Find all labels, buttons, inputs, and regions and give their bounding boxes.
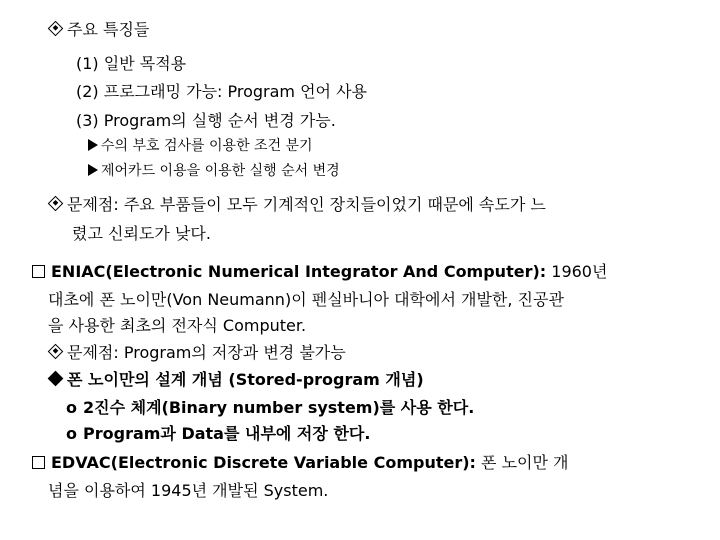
eniac-desc-line2: 대초에 폰 노이만(Von Neumann)이 펜실바니아 대학에서 개발한, 진공관	[48, 290, 564, 309]
features-item-3: (3) Program의 실행 순서 변경 가능.	[76, 111, 336, 130]
circle-bullet-icon: o	[66, 424, 77, 443]
checkbox-bullet-icon	[32, 265, 45, 278]
features-item-1: (1) 일반 목적용	[76, 54, 187, 73]
triangle-bullet-icon	[88, 139, 98, 151]
diamond-bullet-icon	[48, 196, 64, 212]
eniac-title: ENIAC(Electronic Numerical Integrator And Computer): 1960년	[32, 262, 607, 281]
circle-bullet-icon: o	[66, 398, 77, 417]
solid-diamond-bullet-icon	[48, 371, 64, 387]
diamond-bullet-icon	[48, 21, 64, 37]
edvac-title: EDVAC(Electronic Discrete Variable Computer): 폰 노이만 개	[32, 453, 568, 472]
features-problem: 문제점: 주요 부품들이 모두 기계적인 장치들이었기 때문에 속도가 느	[48, 195, 546, 214]
eniac-concept-item-2: o Program과 Data를 내부에 저장 한다.	[66, 424, 371, 443]
diamond-bullet-icon	[48, 344, 64, 360]
features-subitem-1: 수의 부호 검사를 이용한 조건 분기	[88, 138, 313, 155]
checkbox-bullet-icon	[32, 456, 45, 469]
eniac-problem: 문제점: Program의 저장과 변경 불가능	[48, 343, 346, 362]
features-subitem-2: 제어카드 이용을 이용한 실행 순서 변경	[88, 163, 340, 180]
eniac-concept: 폰 노이만의 설계 개념 (Stored-program 개념)	[48, 370, 424, 389]
eniac-concept-item-1: o 2진수 체계(Binary number system)를 사용 한다.	[66, 398, 475, 417]
features-heading: 주요 특징들	[48, 20, 149, 39]
eniac-desc-line3: 을 사용한 최초의 전자식 Computer.	[48, 316, 307, 335]
edvac-desc-line2: 념을 이용하여 1945년 개발된 System.	[48, 481, 329, 500]
features-problem-cont: 렸고 신뢰도가 낮다.	[72, 224, 211, 243]
triangle-bullet-icon	[88, 164, 98, 176]
features-item-2: (2) 프로그래밍 가능: Program 언어 사용	[76, 82, 368, 101]
